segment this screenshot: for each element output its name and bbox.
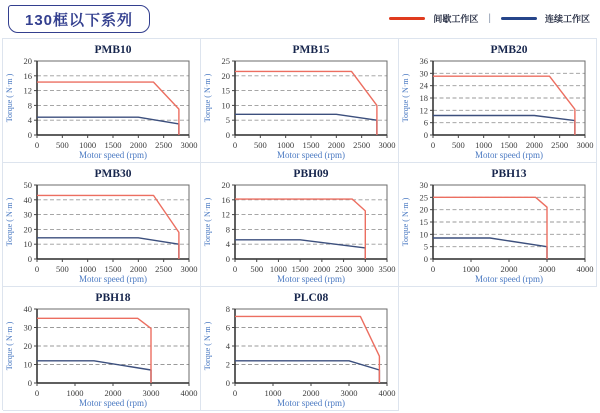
svg-text:500: 500 — [55, 139, 69, 150]
svg-text:0: 0 — [232, 139, 237, 150]
svg-text:40: 40 — [23, 303, 32, 314]
svg-text:2000: 2000 — [525, 139, 543, 150]
svg-text:0: 0 — [430, 263, 435, 274]
svg-text:10: 10 — [23, 238, 32, 249]
svg-text:16: 16 — [221, 194, 230, 205]
svg-text:20: 20 — [23, 223, 32, 234]
svg-text:1500: 1500 — [291, 263, 309, 274]
series-title: 130框以下系列 — [25, 11, 134, 29]
svg-text:3000: 3000 — [356, 263, 374, 274]
svg-text:1000: 1000 — [66, 387, 83, 398]
charts-grid — [2, 38, 597, 410]
svg-text:0: 0 — [225, 253, 230, 264]
svg-text:4000: 4000 — [378, 387, 395, 398]
svg-text:24: 24 — [419, 80, 428, 91]
svg-text:500: 500 — [55, 263, 69, 274]
svg-text:2000: 2000 — [500, 263, 517, 274]
svg-text:2000: 2000 — [104, 387, 121, 398]
svg-text:1000: 1000 — [462, 263, 479, 274]
svg-text:16: 16 — [23, 70, 32, 81]
chart-cell-pbh18 — [3, 287, 201, 411]
svg-text:Motor speed (rpm): Motor speed (rpm) — [474, 149, 543, 160]
svg-text:20: 20 — [221, 179, 230, 190]
svg-text:3000: 3000 — [180, 263, 197, 274]
legend — [389, 10, 590, 26]
svg-text:8: 8 — [225, 223, 230, 234]
svg-text:15: 15 — [419, 216, 428, 227]
svg-text:Motor speed (rpm): Motor speed (rpm) — [276, 397, 345, 408]
chart-cell-pmb10 — [3, 39, 201, 163]
svg-text:Torque ( N·m ): Torque ( N·m ) — [4, 197, 14, 246]
chart-pmb20 — [400, 40, 596, 162]
svg-text:0: 0 — [34, 139, 39, 150]
svg-text:Torque ( N·m ): Torque ( N·m ) — [4, 73, 14, 122]
svg-text:10: 10 — [419, 228, 428, 239]
chart-cell-pmb15 — [201, 39, 399, 163]
chart-plc08 — [202, 288, 398, 410]
svg-text:4: 4 — [225, 340, 230, 351]
svg-text:10: 10 — [23, 359, 32, 369]
svg-text:8: 8 — [27, 99, 32, 110]
svg-text:4000: 4000 — [576, 263, 593, 274]
chart-pbh13 — [400, 164, 596, 286]
svg-text:0: 0 — [423, 129, 428, 140]
svg-text:20: 20 — [221, 70, 230, 81]
chart-pmb10 — [4, 40, 200, 162]
svg-text:12: 12 — [419, 104, 428, 115]
svg-text:0: 0 — [27, 377, 32, 388]
svg-text:30: 30 — [419, 179, 428, 190]
svg-text:2500: 2500 — [154, 139, 172, 150]
svg-text:0: 0 — [225, 377, 230, 388]
chart-cell-pmb20 — [399, 39, 597, 163]
svg-text:2000: 2000 — [327, 139, 345, 150]
svg-text:6: 6 — [225, 322, 230, 332]
svg-text:40: 40 — [23, 194, 32, 205]
continuous-line-swatch — [501, 17, 537, 20]
svg-text:10: 10 — [221, 99, 230, 110]
svg-text:2500: 2500 — [352, 139, 370, 150]
svg-text:Torque ( N·m ): Torque ( N·m ) — [202, 321, 212, 370]
svg-text:PMB15: PMB15 — [291, 43, 330, 56]
intermittent-legend-label: 间歇工作区 — [433, 13, 479, 24]
svg-text:PBH13: PBH13 — [490, 167, 527, 180]
svg-text:8: 8 — [225, 303, 230, 314]
svg-text:0: 0 — [34, 263, 39, 274]
svg-text:1500: 1500 — [104, 139, 121, 150]
svg-text:2500: 2500 — [550, 139, 568, 150]
svg-text:Motor speed (rpm): Motor speed (rpm) — [78, 149, 147, 160]
svg-text:36: 36 — [419, 55, 428, 66]
svg-text:Motor speed (rpm): Motor speed (rpm) — [276, 273, 345, 284]
svg-text:25: 25 — [221, 55, 230, 66]
svg-text:20: 20 — [23, 340, 32, 351]
svg-text:1000: 1000 — [269, 263, 287, 274]
svg-text:Torque ( N·m ): Torque ( N·m ) — [400, 197, 410, 246]
svg-text:1500: 1500 — [104, 263, 121, 274]
svg-text:Torque ( N·m ): Torque ( N·m ) — [202, 73, 212, 122]
svg-text:2500: 2500 — [334, 263, 352, 274]
svg-text:5: 5 — [225, 114, 230, 125]
chart-cell-pbh13 — [399, 163, 597, 287]
svg-text:20: 20 — [419, 204, 428, 215]
svg-text:0: 0 — [34, 387, 39, 398]
svg-text:2000: 2000 — [129, 139, 147, 150]
svg-text:1500: 1500 — [500, 139, 517, 150]
svg-text:Motor speed (rpm): Motor speed (rpm) — [474, 273, 543, 284]
chart-pbh18 — [4, 288, 200, 410]
chart-cell-plc08 — [201, 287, 399, 411]
svg-text:0: 0 — [225, 129, 230, 140]
empty-cell — [399, 287, 597, 411]
svg-text:6: 6 — [423, 117, 428, 128]
svg-text:3000: 3000 — [142, 387, 159, 398]
svg-text:12: 12 — [23, 85, 32, 96]
svg-text:2000: 2000 — [312, 263, 330, 274]
chart-cell-pbh09 — [201, 163, 399, 287]
svg-text:PMB30: PMB30 — [93, 167, 132, 180]
svg-text:1000: 1000 — [78, 263, 96, 274]
chart-cell-pmb30 — [3, 163, 201, 287]
svg-text:20: 20 — [23, 55, 32, 66]
chart-pmb15 — [202, 40, 398, 162]
svg-text:1000: 1000 — [276, 139, 294, 150]
svg-text:Torque ( N·m ): Torque ( N·m ) — [400, 73, 410, 122]
svg-text:30: 30 — [23, 322, 32, 332]
intermittent-line-swatch — [389, 17, 425, 20]
svg-text:3000: 3000 — [180, 139, 197, 150]
svg-text:2000: 2000 — [129, 263, 147, 274]
svg-text:Motor speed (rpm): Motor speed (rpm) — [78, 273, 147, 284]
svg-text:0: 0 — [27, 253, 32, 264]
svg-text:1000: 1000 — [78, 139, 96, 150]
svg-text:3000: 3000 — [340, 387, 357, 398]
svg-text:18: 18 — [419, 92, 428, 103]
svg-text:0: 0 — [232, 387, 237, 398]
series-title-badge — [8, 5, 150, 33]
svg-text:Motor speed (rpm): Motor speed (rpm) — [78, 397, 147, 408]
svg-text:12: 12 — [221, 209, 230, 220]
svg-text:500: 500 — [253, 139, 267, 150]
legend-separator: | — [488, 12, 491, 24]
svg-text:PMB10: PMB10 — [93, 43, 132, 56]
svg-text:30: 30 — [419, 67, 428, 78]
svg-text:15: 15 — [221, 85, 230, 96]
svg-text:3000: 3000 — [378, 139, 395, 150]
svg-text:4000: 4000 — [180, 387, 197, 398]
svg-text:1000: 1000 — [474, 139, 492, 150]
svg-text:0: 0 — [423, 253, 428, 264]
svg-text:500: 500 — [249, 263, 263, 274]
svg-text:Torque ( N·m ): Torque ( N·m ) — [4, 321, 14, 370]
svg-text:1000: 1000 — [264, 387, 281, 398]
svg-text:2500: 2500 — [154, 263, 172, 274]
chart-pmb30 — [4, 164, 200, 286]
svg-text:5: 5 — [423, 241, 428, 252]
svg-text:25: 25 — [419, 191, 428, 202]
svg-text:500: 500 — [451, 139, 465, 150]
svg-text:50: 50 — [23, 179, 32, 190]
svg-text:4: 4 — [225, 238, 230, 249]
svg-text:PMB20: PMB20 — [489, 43, 528, 56]
svg-text:3000: 3000 — [538, 263, 555, 274]
svg-text:2000: 2000 — [302, 387, 319, 398]
svg-text:0: 0 — [27, 129, 32, 140]
svg-text:PBH18: PBH18 — [94, 291, 131, 304]
continuous-legend-label: 连续工作区 — [544, 13, 590, 24]
svg-text:0: 0 — [430, 139, 435, 150]
svg-text:Motor speed (rpm): Motor speed (rpm) — [276, 149, 345, 160]
svg-text:PLC08: PLC08 — [293, 291, 328, 304]
svg-text:1500: 1500 — [302, 139, 319, 150]
svg-text:0: 0 — [232, 263, 237, 274]
svg-text:2: 2 — [225, 359, 230, 369]
svg-text:4: 4 — [27, 114, 32, 125]
svg-text:Torque ( N·m ): Torque ( N·m ) — [202, 197, 212, 246]
svg-text:3500: 3500 — [378, 263, 395, 274]
svg-text:3000: 3000 — [576, 139, 593, 150]
svg-text:PBH09: PBH09 — [292, 167, 329, 180]
svg-text:30: 30 — [23, 209, 32, 220]
chart-pbh09 — [202, 164, 398, 286]
